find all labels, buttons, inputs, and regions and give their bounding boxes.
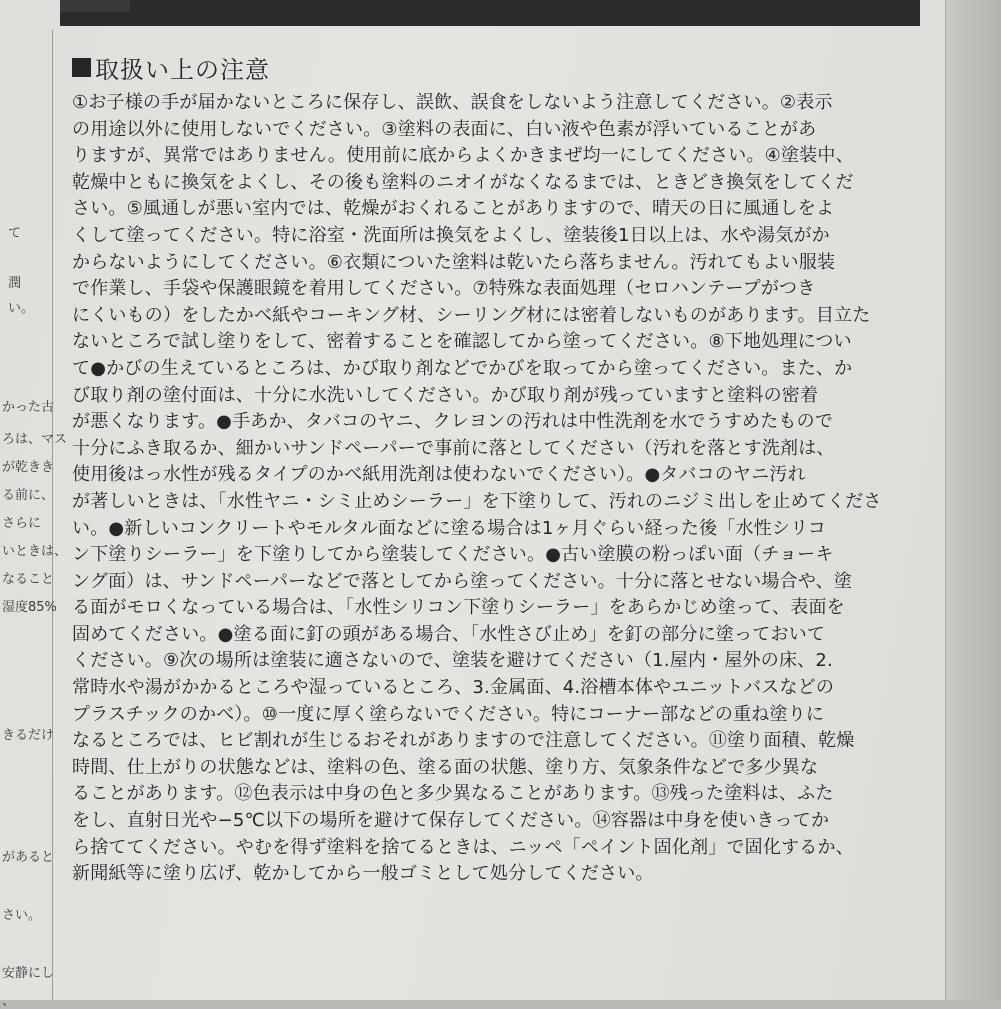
text-line: 時間、仕上がりの状態などは、塗料の色、塗る面の状態、塗り方、気象条件などで多少異な (72, 756, 819, 778)
text-line: なるところでは、ヒビ割れが生じるおそれがありますので注意してください。⑪塗り面積、乾燥 (72, 730, 855, 752)
left-fragment: て (8, 226, 22, 241)
left-fragment: 潤 (8, 276, 22, 291)
text-line: さい。⑤風通しが悪い室内では、乾燥がおくれることがありますので、晴天の日に風通しをよ (72, 198, 835, 220)
top-band-shade (60, 0, 130, 12)
text-line: 新聞紙等に塗り広げ、乾かしてから一般ゴミとして処分してください。 (72, 863, 654, 885)
text-line: 十分にふき取るか、細かいサンドペーパーで事前に落としてください（汚れを落とす洗剤は、 (72, 437, 835, 459)
text-line: で作業し、手袋や保護眼鏡を着用してください。⑦特殊な表面処理（セロハンテープがつき (72, 278, 816, 300)
text-line: て●かびの生えているところは、かび取り剤などでかびを取ってから塗ってください。また、か (72, 357, 853, 379)
text-line: ないところで試し塗りをして、密着することを確認してから塗ってください。⑧下地処理につい (72, 331, 852, 353)
text-line: からないようにしてください。⑥衣類についた塗料は乾いたら落ちません。汚れてもよい服装 (72, 251, 836, 273)
left-fragment: があると (2, 850, 55, 865)
text-line: 乾燥中ともに換気をよくし、その後も塗料のニオイがなくなるまでは、ときどき換気をしてくだ (72, 171, 854, 193)
left-fragment: なること (2, 572, 55, 587)
text-line: 使用後はっ水性が残るタイプのかべ紙用洗剤は使わないでください）。●タバコのヤニ汚れ (72, 464, 806, 486)
square-bullet-icon (72, 58, 91, 77)
caution-section (72, 50, 917, 888)
left-fragment: 、 (2, 994, 16, 1009)
text-line: い。●新しいコンクリートやモルタル面などに塗る場合は1ヶ月ぐらい経った後「水性シリコ (72, 517, 827, 539)
text-line: りますが、異常ではありません。使用前に底からよくかきまぜ均一にしてください。④塗装中、 (72, 145, 854, 167)
text-line: 固めてください。●塗る面に釘の頭がある場合、「水性さび止め」を釘の部分に塗っておいて (72, 623, 826, 645)
text-line: ください。⑨次の場所は塗装に適さないので、塗装を避けてください（1.屋内・屋外の床、2. (72, 650, 833, 672)
caution-body (72, 90, 917, 888)
text-line: ることがあります。⑫色表示は中身の色と多少異なることがあります。⑬残った塗料は、ふた (72, 783, 834, 805)
text-line: をし、直射日光や−5℃以下の場所を避けて保存してください。⑭容器は中身を使いきってか (72, 810, 830, 832)
text-line: ①お子様の手が届かないところに保存し、誤飲、誤食をしないよう注意してください。②表示 (72, 92, 833, 113)
text-line: プラスチックのかべ）。⑩一度に厚く塗らないでください。特にコーナー部などの重ね塗りに (72, 703, 825, 725)
section-title: 取扱い上の注意 (95, 55, 270, 84)
left-fragment: ろは、マス (2, 432, 68, 447)
left-column-fragments (0, 0, 68, 1009)
left-fragment: さい。 (2, 908, 42, 923)
section-heading (72, 50, 917, 84)
left-fragment: いときは、 (2, 544, 68, 559)
left-fragment: が乾きき (2, 460, 55, 475)
text-line: ング面）は、サンドペーパーなどで落としてから塗ってください。十分に落とせない場合や、塗 (72, 570, 853, 592)
left-fragment: る前に、 (2, 488, 55, 503)
left-fragment: きるだけ (2, 728, 55, 743)
top-dark-band (60, 0, 920, 26)
left-fragment: 安静にし (2, 966, 55, 981)
text-line: が悪くなります。●手あか、タバコのヤニ、クレヨンの汚れは中性洗剤を水でうすめたもので (72, 411, 834, 433)
left-fragment: さらに (2, 516, 42, 531)
text-line: くして塗ってください。特に浴室・洗面所は換気をよくし、塗装後1日以上は、水や湯気がか (72, 224, 830, 246)
left-fragment: かった古 (2, 400, 55, 415)
page-edge (945, 0, 1001, 1000)
text-line: ン下塗りシーラー」を下塗りしてから塗装してください。●古い塗膜の粉っぽい面（チョーキ (72, 544, 834, 566)
text-line: にくいもの）をしたかべ紙やコーキング材、シーリング材には密着しないものがあります。目立た (72, 304, 871, 326)
text-line: ら捨ててください。やむを得ず塗料を捨てるときは、ニッペ「ペイント固化剤」で固化するか、 (72, 836, 854, 858)
text-line: が著しいときは、「水性ヤニ・シミ止めシーラー」を下塗りして、汚れのニジミ出しを止めてくださ (72, 490, 882, 512)
text-line: び取り剤の塗付面は、十分に水洗いしてください。かび取り剤が残っていますと塗料の密着 (72, 384, 819, 406)
text-line: の用途以外に使用しないでください。③塗料の表面に、白い液や色素が浮いていることがあ (72, 118, 817, 140)
text-line: 常時水や湯がかかるところや湿っているところ、3.金属面、4.浴槽本体やユニットバスなどの (72, 677, 835, 699)
text-line: る面がモロくなっている場合は、「水性シリコン下塗りシーラー」をあらかじめ塗って、表面を (72, 597, 845, 619)
left-fragment: い。 (8, 301, 35, 316)
left-fragment: 湿度85% (2, 600, 57, 615)
